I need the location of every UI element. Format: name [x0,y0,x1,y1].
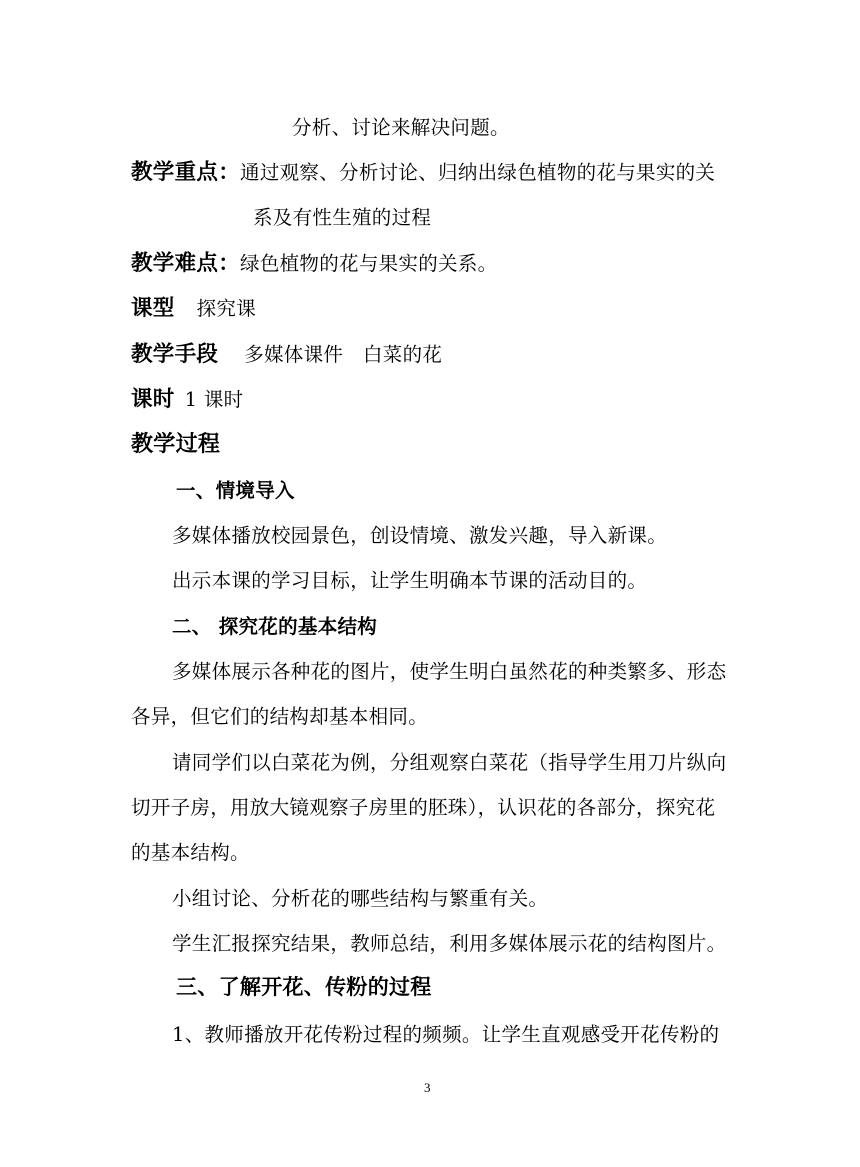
section-1-paragraph-2: 出示本课的学习目标，让学生明确本节课的活动目的。 [172,569,648,592]
lesson-type-line [131,295,256,323]
section-2-paragraph-2-line-1: 请同学们以白菜花为例，分组观察白菜花（指导学生用刀片纵向 [172,751,727,774]
key-points-line [131,159,715,187]
key-points-text: 通过观察、分析讨论、归纳出绿色植物的花与果实的关 [240,161,716,184]
section-2-paragraph-4: 学生汇报探究结果，教师总结，利用多媒体展示花的结构图片。 [172,932,727,955]
section-2-paragraph-2-line-3: 的基本结构。 [131,841,250,864]
section-1-heading: 一、情境导入 [176,479,295,502]
teaching-means-text: 多媒体课件 白菜的花 [244,343,443,366]
page-number: 3 [424,1080,431,1095]
class-hours-text: 1 课时 [184,388,244,411]
section-1-paragraph-1: 多媒体播放校园景色，创设情境、激发兴趣，导入新课。 [172,524,668,547]
key-points-label: 教学重点： [131,160,241,185]
difficulty-line [131,250,497,278]
difficulty-text: 绿色植物的花与果实的关系。 [240,252,498,275]
difficulty-label: 教学难点： [131,251,241,276]
lesson-type-text: 探究课 [196,297,257,320]
section-2-heading: 二、 探究花的基本结构 [172,615,378,638]
section-2-paragraph-2-line-2: 切开子房，用放大镜观察子房里的胚珠），认识花的各部分，探究花 [131,796,716,819]
section-3-heading: 三、了解开花、传粉的过程 [176,975,432,999]
teaching-means-label: 教学手段 [131,342,219,367]
key-points-continuation: 系及有性生殖的过程 [253,206,432,229]
section-2-paragraph-3: 小组讨论、分析花的哪些结构与繁重有关。 [172,887,549,910]
intro-continuation: 分析、讨论来解决问题。 [292,116,510,139]
teaching-process-heading: 教学过程 [131,432,221,457]
section-3-paragraph-1: 1、教师播放开花传粉过程的频频。让学生直观感受开花传粉的 [172,1023,720,1046]
teaching-means-line [131,341,442,369]
section-2-paragraph-1-line-1: 多媒体展示各种花的图片，使学生明白虽然花的种类繁多、形态 [172,660,727,683]
lesson-type-label: 课型 [131,296,175,321]
class-hours-line [131,386,243,414]
section-2-paragraph-1-line-2: 各异，但它们的结构却基本相同。 [131,705,429,728]
class-hours-label: 课时 [131,387,175,412]
